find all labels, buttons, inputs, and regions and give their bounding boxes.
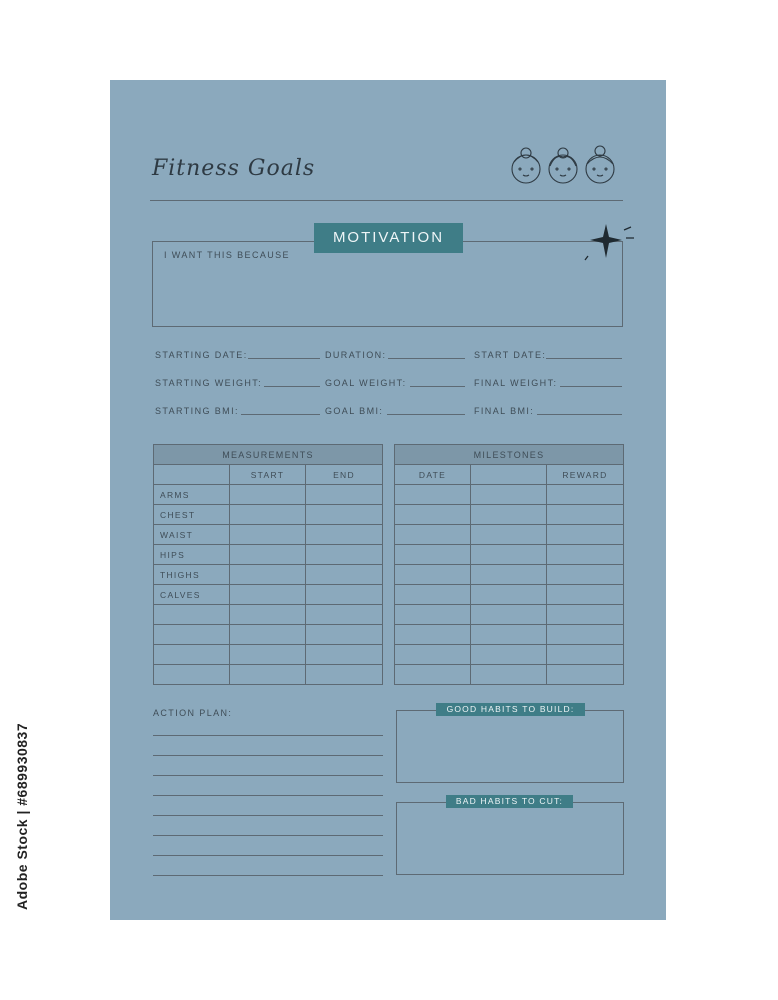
milestones-col-date: DATE [395, 465, 471, 485]
table-cell[interactable] [230, 605, 306, 625]
table-cell[interactable] [395, 645, 471, 665]
row-label[interactable] [154, 645, 230, 665]
table-cell[interactable] [230, 625, 306, 645]
table-row [395, 605, 624, 625]
table-cell[interactable] [471, 525, 547, 545]
table-cell[interactable] [547, 585, 624, 605]
starting-bmi-field[interactable] [241, 414, 320, 415]
table-cell[interactable] [230, 565, 306, 585]
duration-field[interactable] [388, 358, 465, 359]
table-cell[interactable] [230, 485, 306, 505]
bad-habits-tag: BAD HABITS TO CUT: [446, 795, 573, 808]
table-cell[interactable] [306, 585, 383, 605]
table-cell[interactable] [547, 625, 624, 645]
table-row [395, 525, 624, 545]
row-label: HIPS [154, 545, 230, 565]
table-cell[interactable] [306, 625, 383, 645]
table-cell[interactable] [306, 545, 383, 565]
table-row [154, 585, 383, 605]
action-plan-line[interactable] [153, 795, 383, 796]
table-cell[interactable] [230, 645, 306, 665]
table-cell[interactable] [547, 605, 624, 625]
action-plan-lines[interactable] [153, 735, 383, 895]
table-cell[interactable] [471, 605, 547, 625]
row-label[interactable] [154, 605, 230, 625]
start-date-label: START DATE: [474, 350, 547, 360]
starting-bmi-label: STARTING BMI: [155, 406, 239, 416]
table-cell[interactable] [230, 505, 306, 525]
table-row [154, 485, 383, 505]
milestones-table [394, 444, 624, 685]
table-cell[interactable] [395, 565, 471, 585]
table-cell[interactable] [395, 605, 471, 625]
table-cell[interactable] [306, 565, 383, 585]
row-label: CALVES [154, 585, 230, 605]
faces-illustration-icon [508, 144, 618, 186]
table-row [154, 565, 383, 585]
table-cell[interactable] [547, 565, 624, 585]
table-cell[interactable] [306, 485, 383, 505]
table-cell[interactable] [306, 605, 383, 625]
action-plan-line[interactable] [153, 755, 383, 756]
table-cell[interactable] [471, 565, 547, 585]
table-cell[interactable] [547, 665, 624, 685]
motivation-tag: MOTIVATION [314, 223, 463, 253]
table-cell[interactable] [230, 585, 306, 605]
table-cell[interactable] [471, 585, 547, 605]
table-row [154, 625, 383, 645]
table-cell[interactable] [230, 545, 306, 565]
table-row [154, 645, 383, 665]
table-cell[interactable] [395, 525, 471, 545]
page-title: Fitness Goals [152, 156, 316, 181]
milestones-col-blank [471, 465, 547, 485]
table-cell[interactable] [395, 665, 471, 685]
table-row [154, 665, 383, 685]
table-row [154, 525, 383, 545]
table-cell[interactable] [471, 545, 547, 565]
measurements-table [153, 444, 383, 685]
table-row [395, 485, 624, 505]
row-label: WAIST [154, 525, 230, 545]
table-row [154, 545, 383, 565]
table-cell[interactable] [547, 645, 624, 665]
table-cell[interactable] [471, 645, 547, 665]
final-bmi-field[interactable] [537, 414, 622, 415]
table-cell[interactable] [395, 505, 471, 525]
milestones-title: MILESTONES [395, 445, 624, 465]
starting-weight-label: STARTING WEIGHT: [155, 378, 263, 388]
action-plan-label: ACTION PLAN: [153, 708, 233, 718]
table-row [395, 645, 624, 665]
final-weight-field[interactable] [560, 386, 622, 387]
table-cell[interactable] [395, 545, 471, 565]
measurements-col-start: START [230, 465, 306, 485]
action-plan-line[interactable] [153, 835, 383, 836]
table-cell[interactable] [471, 625, 547, 645]
action-plan-line[interactable] [153, 775, 383, 776]
start-date-field[interactable] [546, 358, 622, 359]
table-row [395, 545, 624, 565]
final-bmi-label: FINAL BMI: [474, 406, 535, 416]
table-cell[interactable] [306, 645, 383, 665]
goal-bmi-label: GOAL BMI: [325, 406, 384, 416]
table-cell[interactable] [230, 665, 306, 685]
stock-id-watermark [14, 722, 34, 910]
starting-date-field[interactable] [248, 358, 320, 359]
table-cell[interactable] [471, 665, 547, 685]
good-habits-tag: GOOD HABITS TO BUILD: [436, 703, 585, 716]
sparkle-icon [584, 220, 636, 262]
starting-date-label: STARTING DATE: [155, 350, 248, 360]
action-plan-line[interactable] [153, 875, 383, 876]
good-habits-box[interactable] [396, 710, 624, 783]
table-row [395, 585, 624, 605]
table-row [395, 565, 624, 585]
table-cell[interactable] [395, 625, 471, 645]
final-weight-label: FINAL WEIGHT: [474, 378, 558, 388]
row-label: ARMS [154, 485, 230, 505]
table-row [154, 605, 383, 625]
table-cell[interactable] [306, 525, 383, 545]
table-cell[interactable] [306, 665, 383, 685]
row-label[interactable] [154, 625, 230, 645]
measurements-title: MEASUREMENTS [154, 445, 383, 465]
table-cell[interactable] [230, 525, 306, 545]
table-row [395, 505, 624, 525]
stock-id-text: Adobe Stock | #689930837 [14, 722, 30, 910]
action-plan-line[interactable] [153, 735, 383, 736]
measurements-col-end: END [306, 465, 383, 485]
table-cell[interactable] [471, 485, 547, 505]
motivation-prompt: I WANT THIS BECAUSE [164, 250, 290, 260]
table-cell[interactable] [306, 505, 383, 525]
duration-label: DURATION: [325, 350, 387, 360]
table-cell[interactable] [395, 585, 471, 605]
action-plan-line[interactable] [153, 855, 383, 856]
row-label: CHEST [154, 505, 230, 525]
table-cell[interactable] [471, 505, 547, 525]
row-label[interactable] [154, 665, 230, 685]
row-label: THIGHS [154, 565, 230, 585]
table-cell[interactable] [547, 505, 624, 525]
table-row [395, 625, 624, 645]
goal-bmi-field[interactable] [387, 414, 465, 415]
table-cell[interactable] [395, 485, 471, 505]
measurements-col-label [154, 465, 230, 485]
bad-habits-box[interactable] [396, 802, 624, 875]
goal-weight-label: GOAL WEIGHT: [325, 378, 407, 388]
table-row [395, 665, 624, 685]
table-cell[interactable] [547, 525, 624, 545]
starting-weight-field[interactable] [264, 386, 320, 387]
table-cell[interactable] [547, 545, 624, 565]
goal-weight-field[interactable] [410, 386, 465, 387]
table-row [154, 505, 383, 525]
milestones-col-reward: REWARD [547, 465, 624, 485]
table-cell[interactable] [547, 485, 624, 505]
action-plan-line[interactable] [153, 815, 383, 816]
title-divider [150, 200, 623, 201]
